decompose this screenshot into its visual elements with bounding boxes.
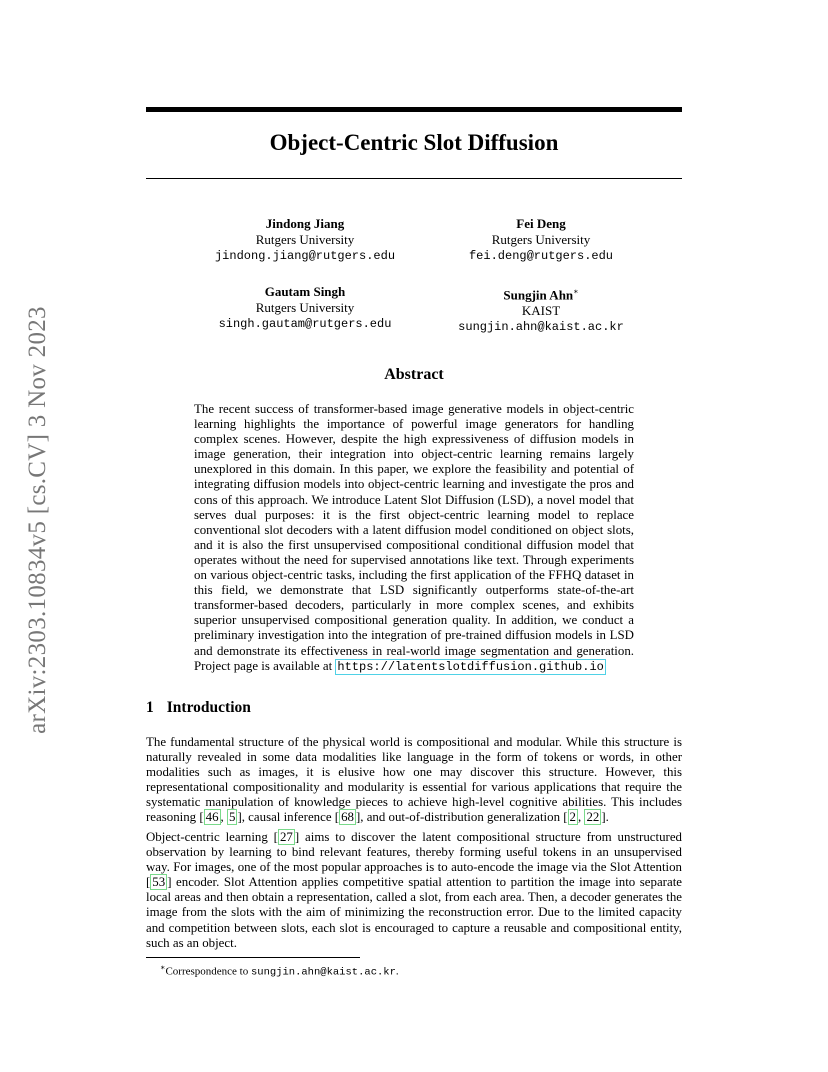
citation-link[interactable]: 46 <box>205 810 219 825</box>
paragraph-text: ], causal inference [ <box>237 810 340 825</box>
project-page-link[interactable]: https://latentslotdiffusion.github.io <box>337 659 604 674</box>
footnote-email[interactable]: sungjin.ahn@kaist.ac.kr <box>250 966 396 979</box>
citation-link[interactable]: 5 <box>228 810 236 825</box>
arxiv-identifier: arXiv:2303.10834v5 [cs.CV] 3 Nov 2023 <box>24 306 51 734</box>
footnote-rule <box>146 957 360 958</box>
footnote-mark: ∗ <box>160 963 166 972</box>
author-email[interactable]: fei.deng@rutgers.edu <box>468 249 614 263</box>
author-name-with-mark <box>421 284 661 303</box>
section-title: Introduction <box>166 699 251 716</box>
paragraph-text: ] aims to discover the latent compositional structure from unstructured observation by learning to bind relevant features, thereby forming useful tokens in an unsupervised way. For images, one of the most popular approaches is to auto-encode the image via the Slot Attention [ <box>146 830 682 890</box>
footnote-text: Correspondence to <box>165 965 251 978</box>
footnote-end: . <box>395 965 399 978</box>
citation-link[interactable]: 22 <box>586 810 600 825</box>
author-affiliation: Rutgers University <box>255 300 355 315</box>
author-affiliation: Rutgers University <box>255 232 355 247</box>
author-email[interactable]: singh.gautam@rutgers.edu <box>218 317 392 331</box>
paragraph-text: Object-centric learning [ <box>146 830 278 844</box>
paragraph-text: ]. <box>601 810 609 825</box>
section-number: 1 <box>146 699 154 716</box>
paragraph-text: , <box>220 810 227 825</box>
footnote-mark: ∗ <box>573 287 579 296</box>
paper-title: Object-Centric Slot Diffusion <box>269 130 559 155</box>
author-block <box>421 284 661 335</box>
author-block <box>421 216 661 264</box>
citation-link[interactable]: 68 <box>341 810 354 825</box>
author-email[interactable]: sungjin.ahn@kaist.ac.kr <box>458 320 624 335</box>
author-name: Fei Deng <box>516 216 566 231</box>
title-bottom-rule <box>146 178 682 179</box>
title-top-rule <box>146 107 682 112</box>
paragraph-text: The fundamental structure of the physical world is compositional and modular. While this structure is naturally revealed in some data modalities like language in the form of tokens or words, in other modalities such as images, it is elusive how one may discover this structure. However, this representational compositionality and modularity is essential for various applications that require the systematic manipulation of knowledge pieces to achieve high-level cognitive abilities. This includes reasoning [ <box>146 735 682 825</box>
paragraph-text: ] encoder. Slot Attention applies competitive spatial attention to partition the image into separate local areas and then obtain a representation, called a slot, from each area. Then, a decoder generates the image from the slots with the aim of minimizing the reconstruction error. Due to the limited capacity and competition between slots, each slot is encouraged to capture a reusable and compositional entity, such as an object. <box>146 875 682 950</box>
citation-link[interactable]: 53 <box>152 875 166 890</box>
intro-paragraph-1 <box>146 735 682 826</box>
intro-paragraph-2 <box>146 830 682 951</box>
author-name: Jindong Jiang <box>265 216 345 231</box>
author-affiliation: Rutgers University <box>491 232 591 247</box>
author-name: Sungjin Ahn <box>503 287 574 303</box>
author-name: Gautam Singh <box>264 284 346 299</box>
abstract-text: The recent success of transformer-based image generative models in object-centric learning highlights the importance of powerful image generators for handling complex scenes. However, despite the high expressiveness of diffusion models in image generation, their integration into object-centric learning remains largely unexplored in this domain. In this paper, we explore the feasibility and potential of integrating diffusion models into object-centric learning and investigate the pros and cons of this approach. We introduce Latent Slot Diffusion (LSD), a novel model that serves dual purposes: it is the first object-centric learning model to replace conventional slot decoders with a latent diffusion model conditioned on object slots, and it is also the first unsupervised compositional conditional diffusion model that operates without the need for supervised annotations like text. Through experiments on various object-centric tasks, including the first application of the FFHQ dataset in this field, we demonstrate that LSD significantly outperforms state-of-the-art transformer-based decoders, particularly in more complex scenes, and exhibits superior unsupervised compositional generation quality. In addition, we conduct a preliminary investigation into the integration of pre-trained diffusion models in LSD and demonstrate its effectiveness in real-world image segmentation and generation. Project page is available at <box>194 402 634 673</box>
footnote <box>160 961 399 980</box>
abstract-body <box>194 402 634 675</box>
section-heading <box>146 699 251 717</box>
paragraph-text: , <box>577 810 585 825</box>
citation-link[interactable]: 2 <box>569 810 576 825</box>
author-block <box>185 284 425 332</box>
citation-link[interactable]: 27 <box>279 830 293 844</box>
author-email[interactable]: jindong.jiang@rutgers.edu <box>214 249 396 263</box>
author-affiliation: KAIST <box>521 303 561 319</box>
author-block <box>185 216 425 264</box>
paragraph-text: ], and out-of-distribution generalization [ <box>355 810 568 825</box>
abstract-heading: Abstract <box>384 366 444 383</box>
